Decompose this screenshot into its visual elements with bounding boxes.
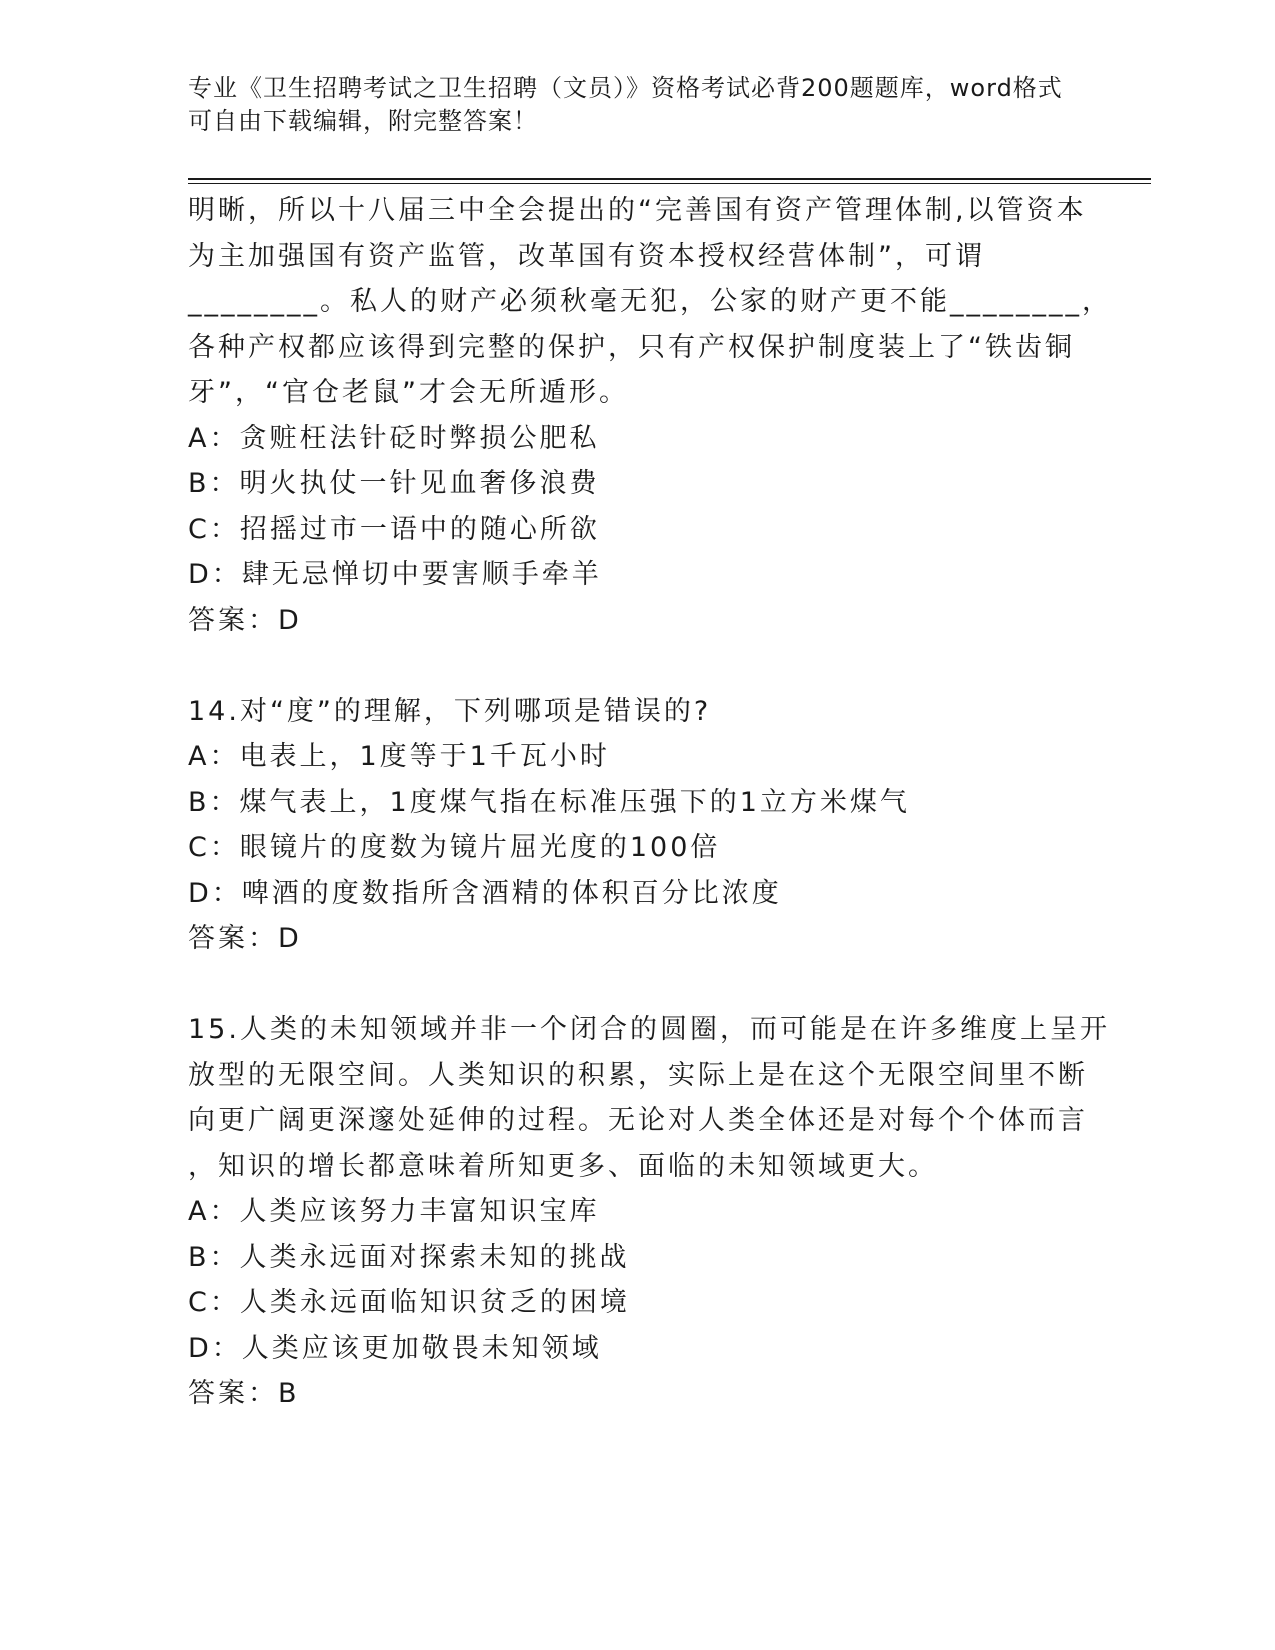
question-15-option-c: C：人类永远面临知识贫乏的困境 bbox=[188, 1287, 630, 1318]
question-15-option-b: B：人类永远面对探索未知的挑战 bbox=[188, 1241, 630, 1273]
question-list bbox=[188, 188, 1118, 1417]
question-14-option-d: D：啤酒的度数指所含酒精的体积百分比浓度 bbox=[188, 877, 782, 909]
header-divider-thin bbox=[188, 183, 1151, 184]
question-spacer bbox=[188, 962, 1118, 1008]
question-15-stem-line-1: 15.人类的未知领域并非一个闭合的圆圈，而可能是在许多维度上呈开 bbox=[188, 1014, 1110, 1045]
question-13-option-c: C：招摇过市一语中的随心所欲 bbox=[188, 513, 600, 545]
question-13-stem-line-2: 为主加强国有资产监管，改革国有资本授权经营体制”，可谓 bbox=[188, 240, 985, 272]
document-header bbox=[188, 72, 1108, 138]
question-spacer bbox=[188, 643, 1118, 689]
question-13-stem-line-4: 各种产权都应该得到完整的保护，只有产权保护制度装上了“铁齿铜 bbox=[188, 331, 1075, 363]
header-title-line-2: 可自由下载编辑，附完整答案！ bbox=[188, 107, 538, 135]
question-13-option-a: A：贪赃枉法针砭时弊损公肥私 bbox=[188, 422, 600, 454]
question-14-stem-line-1: 14.对“度”的理解，下列哪项是错误的? bbox=[188, 695, 712, 727]
question-13-stem-line-5: 牙”，“官仓老鼠”才会无所遁形。 bbox=[188, 377, 629, 408]
question-13-stem-line-3: ________。私人的财产必须秋毫无犯，公家的财产更不能________， bbox=[188, 286, 1112, 317]
header-divider-thick bbox=[188, 178, 1151, 180]
question-14 bbox=[188, 689, 1118, 962]
question-14-option-a: A：电表上，1度等于1千瓦小时 bbox=[188, 741, 610, 772]
question-15-stem-line-3: 向更广阔更深邃处延伸的过程。无论对人类全体还是对每个个体而言 bbox=[188, 1105, 1088, 1136]
question-14-answer: 答案：D bbox=[188, 923, 302, 954]
question-14-option-b: B：煤气表上，1度煤气指在标准压强下的1立方米煤气 bbox=[188, 786, 910, 818]
question-15-option-d: D：人类应该更加敬畏未知领域 bbox=[188, 1332, 602, 1364]
question-15-answer: 答案：B bbox=[188, 1378, 300, 1409]
question-13-stem-line-1: 明晰，所以十八届三中全会提出的“完善国有资产管理体制,以管资本 bbox=[188, 195, 1087, 226]
question-15-stem-line-4: ，知识的增长都意味着所知更多、面临的未知领域更大。 bbox=[188, 1150, 938, 1182]
question-15-option-a: A：人类应该努力丰富知识宝库 bbox=[188, 1196, 600, 1227]
question-15 bbox=[188, 1007, 1118, 1417]
question-13-option-b: B：明火执仗一针见血奢侈浪费 bbox=[188, 468, 600, 499]
question-15-stem-line-2: 放型的无限空间。人类知识的积累，实际上是在这个无限空间里不断 bbox=[188, 1059, 1088, 1091]
question-13 bbox=[188, 188, 1118, 643]
question-13-option-d: D：肆无忌惮切中要害顺手牵羊 bbox=[188, 559, 602, 590]
question-13-answer: 答案：D bbox=[188, 604, 302, 636]
question-14-option-c: C：眼镜片的度数为镜片屈光度的100倍 bbox=[188, 832, 721, 863]
header-title-line-1: 专业《卫生招聘考试之卫生招聘（文员）》资格考试必背200题题库，word格式 bbox=[188, 74, 1063, 102]
